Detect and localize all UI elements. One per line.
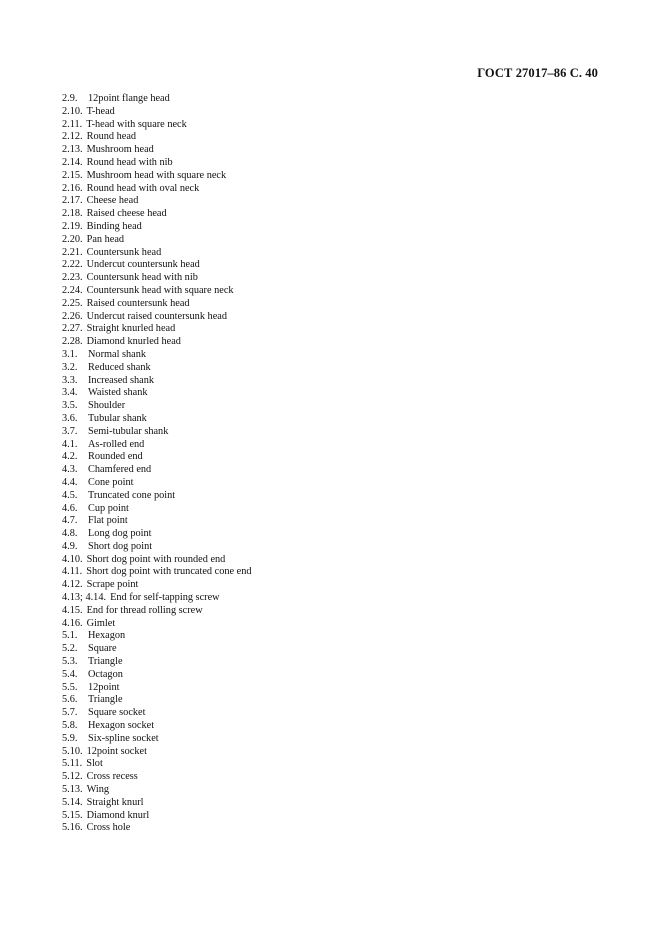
term-text: Long dog point bbox=[88, 528, 152, 540]
term-item bbox=[62, 656, 252, 669]
term-number: 5.16. bbox=[62, 822, 83, 834]
term-number: 2.10. bbox=[62, 105, 83, 117]
term-number: 3.6. bbox=[62, 412, 78, 424]
term-number: 2.18. bbox=[62, 208, 83, 220]
term-text: Triangle bbox=[88, 656, 123, 668]
term-text: Slot bbox=[86, 758, 103, 770]
term-number: 2.20. bbox=[62, 233, 83, 245]
term-item bbox=[62, 643, 252, 656]
term-item bbox=[62, 119, 252, 132]
term-text: As-rolled end bbox=[88, 438, 145, 450]
term-number: 2.21. bbox=[62, 246, 83, 258]
term-number: 3.2. bbox=[62, 361, 78, 373]
term-item bbox=[62, 618, 252, 631]
term-item bbox=[62, 336, 252, 349]
term-number: 4.13; 4.14. bbox=[62, 592, 107, 604]
term-text: 12point socket bbox=[86, 745, 147, 757]
term-number: 4.4. bbox=[62, 476, 78, 488]
term-text: 12point bbox=[88, 681, 120, 693]
term-number: 4.2. bbox=[62, 451, 78, 463]
term-number: 5.6. bbox=[62, 694, 78, 706]
term-item bbox=[62, 247, 252, 260]
term-text: Gimlet bbox=[86, 617, 116, 629]
term-number: 5.7. bbox=[62, 707, 78, 719]
term-item bbox=[62, 758, 252, 771]
page-header: ГОСТ 27017–86 С. 40 bbox=[477, 66, 598, 80]
term-number: 3.4. bbox=[62, 387, 78, 399]
term-number: 2.25. bbox=[62, 297, 83, 309]
term-item bbox=[62, 413, 252, 426]
term-text: Cone point bbox=[88, 476, 134, 488]
term-item bbox=[62, 464, 252, 477]
term-text: Square socket bbox=[88, 707, 146, 719]
term-number: 2.28. bbox=[62, 336, 83, 348]
term-number: 5.11. bbox=[62, 758, 83, 770]
term-number: 2.12. bbox=[62, 131, 83, 143]
term-number: 2.22. bbox=[62, 259, 83, 271]
term-text: Countersunk head bbox=[86, 246, 162, 258]
term-number: 4.1. bbox=[62, 438, 78, 450]
term-number: 3.3. bbox=[62, 374, 78, 386]
term-number: 3.1. bbox=[62, 348, 78, 360]
term-item bbox=[62, 477, 252, 490]
term-text: Tubular shank bbox=[88, 412, 147, 424]
term-number: 2.11. bbox=[62, 118, 83, 130]
term-number: 4.16. bbox=[62, 617, 83, 629]
term-item bbox=[62, 208, 252, 221]
term-item bbox=[62, 515, 252, 528]
term-number: 5.8. bbox=[62, 720, 78, 732]
term-number: 4.8. bbox=[62, 528, 78, 540]
term-number: 5.1. bbox=[62, 630, 78, 642]
term-text: Shoulder bbox=[88, 400, 126, 412]
term-number: 2.13. bbox=[62, 144, 83, 156]
term-item bbox=[62, 528, 252, 541]
term-text: End for thread rolling screw bbox=[86, 604, 203, 616]
term-item bbox=[62, 170, 252, 183]
term-number: 5.9. bbox=[62, 732, 78, 744]
term-text: Normal shank bbox=[88, 348, 147, 360]
term-number: 5.5. bbox=[62, 681, 78, 693]
term-item bbox=[62, 183, 252, 196]
term-item bbox=[62, 451, 252, 464]
term-item bbox=[62, 797, 252, 810]
term-item bbox=[62, 131, 252, 144]
term-item bbox=[62, 810, 252, 823]
term-text: Triangle bbox=[88, 694, 123, 706]
term-text: Raised countersunk head bbox=[86, 297, 190, 309]
term-number: 5.3. bbox=[62, 656, 78, 668]
term-number: 2.15. bbox=[62, 169, 83, 181]
term-item bbox=[62, 221, 252, 234]
term-item bbox=[62, 579, 252, 592]
term-item bbox=[62, 554, 252, 567]
term-text: Diamond knurl bbox=[86, 809, 150, 821]
term-item bbox=[62, 400, 252, 413]
term-item bbox=[62, 490, 252, 503]
term-list bbox=[62, 93, 252, 835]
term-text: Flat point bbox=[88, 515, 128, 527]
term-item bbox=[62, 157, 252, 170]
term-text: Cheese head bbox=[86, 195, 139, 207]
term-text: Six-spline socket bbox=[88, 732, 159, 744]
term-item bbox=[62, 592, 252, 605]
term-item bbox=[62, 771, 252, 784]
term-item bbox=[62, 707, 252, 720]
term-text: Octagon bbox=[88, 668, 123, 680]
term-text: Cross hole bbox=[86, 822, 131, 834]
term-number: 4.15. bbox=[62, 604, 83, 616]
term-item bbox=[62, 682, 252, 695]
term-number: 4.9. bbox=[62, 540, 78, 552]
term-item bbox=[62, 784, 252, 797]
term-number: 4.7. bbox=[62, 515, 78, 527]
term-item bbox=[62, 822, 252, 835]
term-number: 2.9. bbox=[62, 93, 78, 104]
term-text: Raised cheese head bbox=[86, 208, 167, 220]
term-item bbox=[62, 195, 252, 208]
term-number: 4.3. bbox=[62, 464, 78, 476]
term-text: T-head with square neck bbox=[86, 118, 187, 130]
term-number: 4.10. bbox=[62, 553, 83, 565]
term-item bbox=[62, 144, 252, 157]
term-text: End for self-tapping screw bbox=[110, 592, 220, 604]
term-item bbox=[62, 426, 252, 439]
term-text: Cup point bbox=[88, 502, 129, 514]
term-number: 2.23. bbox=[62, 272, 83, 284]
term-item bbox=[62, 746, 252, 759]
term-number: 5.14. bbox=[62, 796, 83, 808]
term-text: Waisted shank bbox=[88, 387, 148, 399]
term-number: 5.12. bbox=[62, 771, 83, 783]
term-text: T-head bbox=[86, 105, 115, 117]
term-number: 2.16. bbox=[62, 182, 83, 194]
term-number: 2.19. bbox=[62, 220, 83, 232]
term-number: 2.27. bbox=[62, 323, 83, 335]
term-item bbox=[62, 285, 252, 298]
term-text: 12point flange head bbox=[88, 93, 170, 104]
term-text: Short dog point with rounded end bbox=[86, 553, 226, 565]
term-text: Wing bbox=[86, 784, 110, 796]
term-number: 3.7. bbox=[62, 425, 78, 437]
term-item bbox=[62, 323, 252, 336]
term-text: Semi-tubular shank bbox=[88, 425, 169, 437]
term-number: 5.4. bbox=[62, 668, 78, 680]
term-item bbox=[62, 541, 252, 554]
term-number: 5.15. bbox=[62, 809, 83, 821]
term-text: Rounded end bbox=[88, 451, 143, 463]
term-text: Straight knurled head bbox=[86, 323, 176, 335]
term-text: Countersunk head with nib bbox=[86, 272, 198, 284]
term-item bbox=[62, 106, 252, 119]
term-number: 4.6. bbox=[62, 502, 78, 514]
term-number: 5.10. bbox=[62, 745, 83, 757]
term-item bbox=[62, 694, 252, 707]
term-item bbox=[62, 503, 252, 516]
term-text: Hexagon bbox=[88, 630, 126, 642]
term-number: 4.11. bbox=[62, 566, 83, 578]
term-number: 5.2. bbox=[62, 643, 78, 655]
term-item bbox=[62, 439, 252, 452]
term-text: Binding head bbox=[86, 220, 142, 232]
term-text: Chamfered end bbox=[88, 464, 152, 476]
term-text: Scrape point bbox=[86, 579, 139, 591]
term-item bbox=[62, 720, 252, 733]
term-item bbox=[62, 298, 252, 311]
term-text: Mushroom head with square neck bbox=[86, 169, 227, 181]
term-item bbox=[62, 259, 252, 272]
term-text: Undercut countersunk head bbox=[86, 259, 200, 271]
term-item bbox=[62, 272, 252, 285]
term-text: Reduced shank bbox=[88, 361, 151, 373]
term-text: Cross recess bbox=[86, 771, 138, 783]
term-text: Short dog point with truncated cone end bbox=[86, 566, 252, 578]
term-item bbox=[62, 387, 252, 400]
term-item bbox=[62, 733, 252, 746]
term-item bbox=[62, 362, 252, 375]
term-text: Short dog point bbox=[88, 540, 153, 552]
term-number: 2.24. bbox=[62, 284, 83, 296]
term-number: 2.17. bbox=[62, 195, 83, 207]
term-text: Increased shank bbox=[88, 374, 155, 386]
term-text: Hexagon socket bbox=[88, 720, 155, 732]
term-text: Round head bbox=[86, 131, 137, 143]
term-item bbox=[62, 566, 252, 579]
term-number: 5.13. bbox=[62, 784, 83, 796]
term-item bbox=[62, 605, 252, 618]
term-item bbox=[62, 349, 252, 362]
term-item bbox=[62, 311, 252, 324]
term-item bbox=[62, 375, 252, 388]
term-text: Square bbox=[88, 643, 117, 655]
term-item bbox=[62, 234, 252, 247]
term-text: Pan head bbox=[86, 233, 125, 245]
term-item bbox=[62, 93, 252, 106]
term-item bbox=[62, 630, 252, 643]
term-text: Countersunk head with square neck bbox=[86, 284, 234, 296]
term-text: Round head with nib bbox=[86, 156, 173, 168]
term-item bbox=[62, 669, 252, 682]
term-text: Truncated cone point bbox=[88, 489, 176, 501]
term-number: 2.14. bbox=[62, 156, 83, 168]
term-number: 4.12. bbox=[62, 579, 83, 591]
term-number: 2.26. bbox=[62, 310, 83, 322]
term-text: Mushroom head bbox=[86, 144, 154, 156]
term-text: Diamond knurled head bbox=[86, 336, 181, 348]
term-number: 4.5. bbox=[62, 489, 78, 501]
term-text: Straight knurl bbox=[86, 796, 144, 808]
term-text: Undercut raised countersunk head bbox=[86, 310, 227, 322]
term-number: 3.5. bbox=[62, 400, 78, 412]
term-text: Round head with oval neck bbox=[86, 182, 200, 194]
